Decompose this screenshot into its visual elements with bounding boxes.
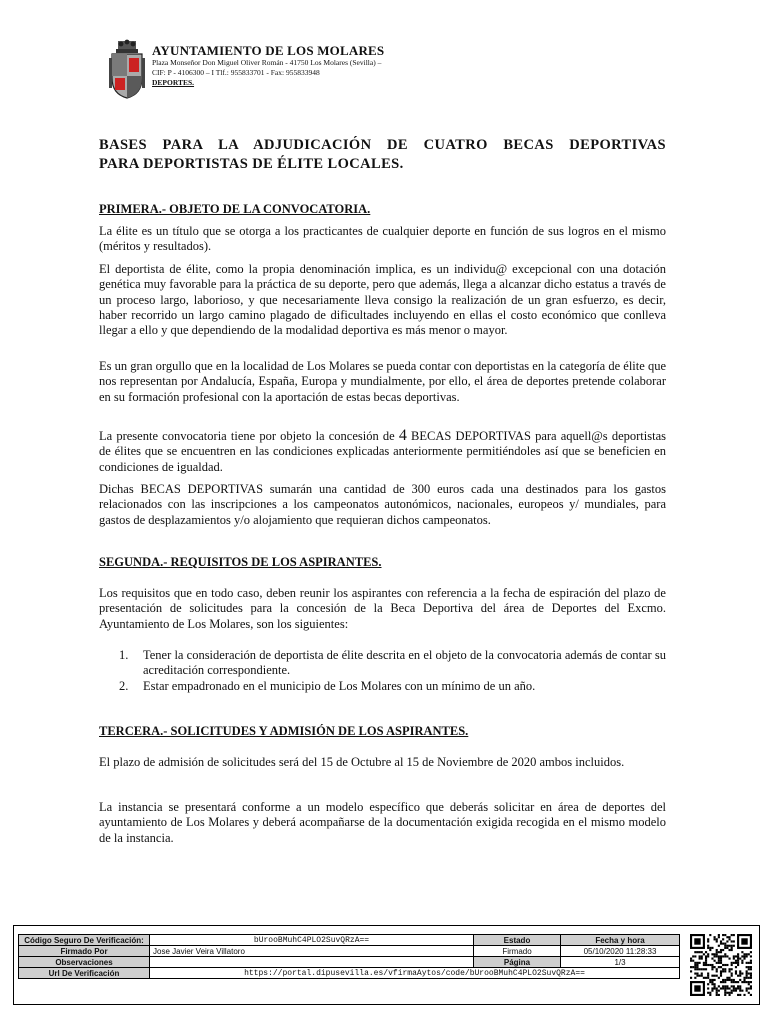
section-heading-primera: PRIMERA.- OBJETO DE LA CONVOCATORIA. [99,202,371,216]
paragraph: El deportista de élite, como la propia denominación implica, es un individu@ excepcional con una dotación genética muy favorable para la práctica de su deporte, pero que además, llega a alcanzar dicho estatus a través de un proceso largo, laborioso, y que necesariamente lleva consigo la realización de un gran esfuerzo, es decir, haber recorrido un largo camino plagado de dificultades incluyendo en ellas el costo económico que conlleva llegar a ello y que dependiendo de la modalidad deportiva es más menor o mayor. [99,262,666,338]
verification-url[interactable]: https://portal.dipusevilla.es/vfirmaAytos/code/bUrooBMuhC4PLO2SuvQRzA== [150,968,680,979]
paragraph: Dichas BECAS DEPORTIVAS sumarán una cantidad de 300 euros cada una destinados para los gastos relacionados con las inscripciones a los campeonatos autonómicos, nacionales, europeos y/ mundiales, para gastos de desplazamientos y/o alojamiento que requieran dichos campeonatos. [99,482,666,527]
address-line: Plaza Monseñor Don Miguel Oliver Román - 41750 Los Molares (Sevilla) – [152,58,382,67]
list-item-text: Estar empadronado en el municipio de Los Molares con un mínimo de un año. [143,678,536,693]
firmado-por-label: Firmado Por [19,946,150,957]
fecha-value: 05/10/2020 11:28:33 [561,946,680,957]
estado-value: Firmado [474,946,561,957]
coat-of-arms-icon [108,38,146,100]
csv-value: bUrooBMuhC4PLO2SuvQRzA== [150,935,474,946]
document-title-line-2: PARA DEPORTISTAS DE ÉLITE LOCALES. [99,156,404,172]
signer-name: Jose Javier Veira Villatoro [150,946,474,957]
paragraph-text: La presente convocatoria tiene por objeto la concesión de [99,429,399,443]
letterhead [108,38,668,102]
estado-header: Estado [474,935,561,946]
contact-line: CIF: P - 4106300 – I Tlf.: 955833701 - Fax: 955833948 [152,68,320,77]
table-row [19,968,680,979]
signature-table [18,934,680,979]
list-item [99,648,666,679]
csv-label: Código Seguro De Verificación: [19,935,150,946]
list-number: 1. [119,648,129,662]
table-row [19,935,680,946]
table-row [19,957,680,968]
paragraph: El plazo de admisión de solicitudes será del 15 de Octubre al 15 de Noviembre de 2020 ambos incluidos. [99,755,625,769]
scholarship-count: 4 [398,427,407,444]
paragraph-text: BECAS DEPORTIVAS para aquell@s deportistas de élites que se encuentren en las condiciones explicadas anteriormente permitiéndoles así que se beneficien en condiciones de igualdad. [99,429,666,474]
paragraph: La instancia se presentará conforme a un modelo específico que deberás solicitar en área de deportes del ayuntamiento de Los Molares y deberá acompañarse de la documentación exigida recogida en el mismo modelo de la instancia. [99,800,666,845]
paragraph [99,428,666,475]
url-label: Url De Verificación [19,968,150,979]
pagina-value: 1/3 [561,957,680,968]
paragraph: La élite es un título que se otorga a los practicantes de cualquier deporte en función de sus logros en el mismo (méritos y resultados). [99,224,666,254]
list-item [99,679,666,694]
observaciones-value [150,957,474,968]
observaciones-label: Observaciones [19,957,150,968]
document-title [99,136,666,174]
list-number: 2. [119,678,129,693]
pagina-label: Página [474,957,561,968]
municipality-title: AYUNTAMIENTO DE LOS MOLARES [152,43,385,58]
paragraph: Los requisitos que en todo caso, deben reunir los aspirantes con referencia a la fecha de espiración del plazo de presentación de solicitudes para la concesión de la Beca Deportiva del área de Deportes del Excmo. Ayuntamiento de Los Molares, son los siguientes: [99,586,666,631]
paragraph: Es un gran orgullo que en la localidad de Los Molares se pueda contar con deportistas en la categoría de élite que nos representan por Andalucía, España, Europa y mundialmente, por ello, el área de deportes pretende colaborar en su formación profesional con la aportación de estas becas deportivas. [99,359,666,404]
section-heading-segunda: SEGUNDA.- REQUISITOS DE LOS ASPIRANTES. [99,555,382,569]
section-heading-tercera: TERCERA.- SOLICITUDES Y ADMISIÓN DE LOS ASPIRANTES. [99,724,469,738]
requirements-list [99,648,666,694]
department-label: DEPORTES. [152,78,195,87]
electronic-signature-box [13,925,760,1005]
list-item-text: Tener la consideración de deportista de élite descrita en el objeto de la convocatoria además de contar su acreditación correspondiente. [143,648,666,678]
document-title-line-1: BASES PARA LA ADJUDICACIÓN DE CUATRO BECAS DEPORTIVAS [99,137,666,153]
fecha-header: Fecha y hora [561,935,680,946]
qr-code-icon[interactable] [690,934,752,996]
table-row [19,946,680,957]
